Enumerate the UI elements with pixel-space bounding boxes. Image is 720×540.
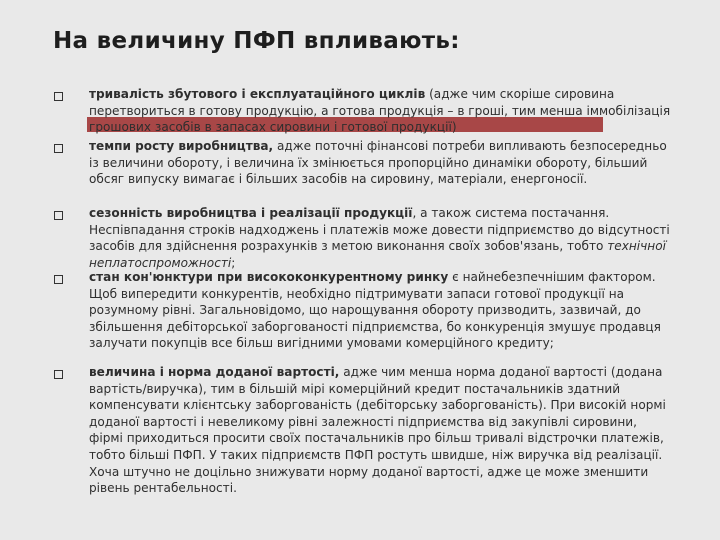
- list-item-body: , а також система постачання. Неспівпадання строків надходжень і платежів може довести підприємство до відсутності засобів для здійснення розрахунків з метою виконання своїх зобов'язань, тобто: [89, 206, 670, 254]
- list-item-body: є найнебезпечнішим фактором. Щоб випередити конкурентів, необхідно підтримувати запаси готової продукції на розумному рівні. Загальновідомо, що нарощування обороту призводить, зазвичай, до збільшення дебіторської заборгованості підприємства, бо конкуренція змушує продавця залучати покупців все більш вигідними умовами комерційного кредиту;: [89, 270, 661, 351]
- list-item-heading: тривалість збутового і експлуатаційного циклів: [89, 87, 426, 101]
- list-item-emphasis: технічної неплатоспроможності: [89, 239, 666, 270]
- list-item-text: [89, 269, 674, 352]
- list-item-text: [89, 205, 674, 271]
- square-bullet-icon: [54, 144, 63, 153]
- list-item-body: адже поточні фінансові потреби випливають безпосередньо із величини обороту, і величина їх змінюється пропорційно динаміки обороту, більший обсяг випуску вимагає і більших засобів на сировину, матеріали, енергоносії.: [89, 139, 667, 187]
- list-item-text: [89, 138, 674, 188]
- list-item-heading: величина і норма доданої вартості,: [89, 365, 340, 379]
- list-item-heading: стан кон'юнктури при висококонкурентному ринку: [89, 270, 449, 284]
- square-bullet-icon: [54, 275, 63, 284]
- list-item-body: адже чим менша норма доданої вартості (додана вартість/виручка), тим в більшій мірі комерційний кредит постачальників здатний компенсувати клієнтську заборгованість (дебіторську заборгованість). При високій нормі доданої вартості і невеликому рівні залежності підприємства від закупівлі сировини, фірмі приходиться просити своїх постачальників про більш тривалі відстрочки платежів, тобто більші ПФП. У таких підприємств ПФП ростуть швидше, ніж виручка від реалізації. Хоча штучно не доцільно знижувати норму доданої вартості, адже це може зменшити рівень рентабельності.: [89, 365, 666, 496]
- square-bullet-icon: [54, 92, 63, 101]
- square-bullet-icon: [54, 370, 63, 379]
- square-bullet-icon: [54, 211, 63, 220]
- list-item-text: [89, 86, 674, 136]
- list-item-tail: ;: [231, 255, 236, 270]
- list-item-heading: темпи росту виробництва,: [89, 139, 274, 153]
- page-title: На величину ПФП впливають:: [53, 28, 460, 54]
- list-item-body: (адже чим скоріше сировина перетвориться в готову продукцію, а готова продукція – в гроші, тим менша іммобілізація грошових засобів в запасах сировини і готової продукції): [89, 87, 671, 135]
- list-item-text: [89, 364, 674, 497]
- list-item-heading: сезонність виробництва і реалізації продукції: [89, 206, 413, 220]
